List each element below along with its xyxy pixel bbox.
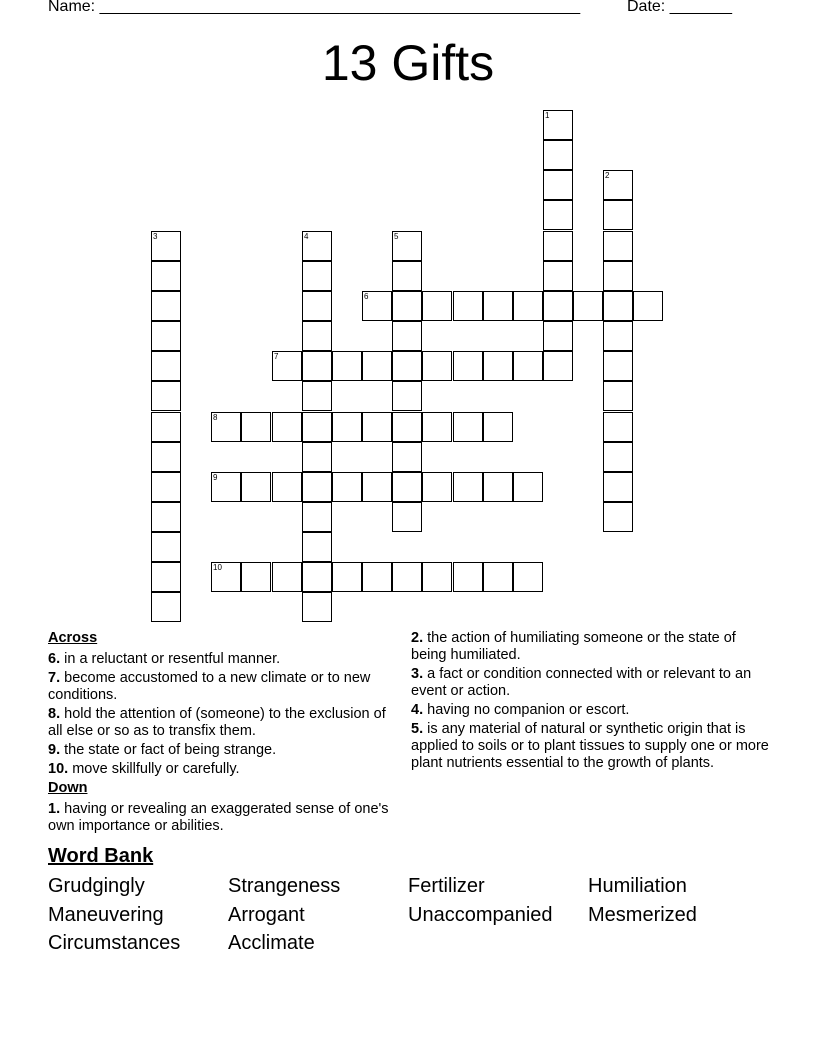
crossword-cell[interactable] [332, 472, 362, 502]
crossword-cell[interactable] [603, 351, 633, 381]
clue-text: having no companion or escort. [427, 702, 630, 718]
across-heading: Across [48, 630, 98, 646]
crossword-cell[interactable] [422, 291, 452, 321]
word-bank-item: Arrogant [228, 904, 305, 926]
crossword-cell[interactable] [603, 170, 633, 200]
word-bank-item: Unaccompanied [408, 904, 553, 926]
crossword-cell[interactable] [272, 472, 302, 502]
cell-number: 1 [545, 111, 550, 120]
crossword-cell[interactable] [302, 381, 332, 411]
crossword-cell[interactable] [211, 472, 241, 502]
crossword-cell[interactable] [603, 231, 633, 261]
crossword-cell[interactable] [453, 412, 483, 442]
word-bank-item: Fertilizer [408, 875, 485, 897]
crossword-cell[interactable] [483, 351, 513, 381]
crossword-cell[interactable] [422, 351, 452, 381]
crossword-cell[interactable] [332, 562, 362, 592]
cell-number: 6 [364, 292, 369, 301]
crossword-cell[interactable] [453, 291, 483, 321]
date-field-line: Date: _______ [627, 0, 732, 15]
crossword-cell[interactable] [302, 532, 332, 562]
crossword-cell[interactable] [513, 351, 543, 381]
crossword-cell[interactable] [151, 592, 181, 622]
clue-text: the action of humiliating someone or the state of being humiliated. [411, 630, 736, 663]
crossword-cell[interactable] [302, 472, 332, 502]
crossword-cell[interactable] [211, 562, 241, 592]
cell-number: 7 [274, 352, 279, 361]
clue-down-5 [411, 721, 771, 772]
crossword-cell[interactable] [392, 412, 422, 442]
crossword-cell[interactable] [362, 472, 392, 502]
crossword-cell[interactable] [573, 291, 603, 321]
crossword-cell[interactable] [392, 231, 422, 261]
crossword-cell[interactable] [543, 321, 573, 351]
clue-down-2 [411, 630, 771, 664]
crossword-cell[interactable] [603, 412, 633, 442]
down-heading: Down [48, 780, 88, 796]
crossword-cell[interactable] [332, 412, 362, 442]
crossword-cell[interactable] [603, 261, 633, 291]
crossword-cell[interactable] [151, 412, 181, 442]
crossword-cell[interactable] [543, 170, 573, 200]
clue-down-4 [411, 702, 771, 719]
crossword-cell[interactable] [302, 321, 332, 351]
crossword-cell[interactable] [392, 261, 422, 291]
crossword-cell[interactable] [151, 532, 181, 562]
word-bank-item: Mesmerized [588, 904, 697, 926]
crossword-cell[interactable] [302, 351, 332, 381]
crossword-cell[interactable] [543, 351, 573, 381]
crossword-cell[interactable] [453, 351, 483, 381]
clue-number: 4. [411, 702, 424, 718]
crossword-cell[interactable] [302, 261, 332, 291]
crossword-cell[interactable] [241, 412, 271, 442]
crossword-cell[interactable] [362, 562, 392, 592]
crossword-cell[interactable] [543, 261, 573, 291]
cell-number: 3 [153, 232, 158, 241]
clues-right-column [411, 630, 771, 774]
crossword-cell[interactable] [453, 472, 483, 502]
clue-text: is any material of natural or synthetic origin that is applied to soils or to plant tissues to supply one or more plant nutrients essential to the growth of plants. [411, 721, 769, 771]
clue-text: become accustomed to a new climate or to new conditions. [48, 670, 371, 703]
crossword-cell[interactable] [513, 291, 543, 321]
crossword-cell[interactable] [603, 442, 633, 472]
crossword-cell[interactable] [151, 321, 181, 351]
crossword-cell[interactable] [392, 381, 422, 411]
cell-number: 10 [213, 563, 222, 572]
crossword-cell[interactable] [483, 412, 513, 442]
crossword-cell[interactable] [151, 261, 181, 291]
crossword-cell[interactable] [362, 291, 392, 321]
clues-left-column [48, 630, 398, 837]
crossword-cell[interactable] [302, 291, 332, 321]
clue-across-10 [48, 761, 398, 778]
crossword-cell[interactable] [543, 291, 573, 321]
crossword-cell[interactable] [603, 472, 633, 502]
cell-number: 9 [213, 473, 218, 482]
crossword-cell[interactable] [543, 140, 573, 170]
crossword-cell[interactable] [151, 442, 181, 472]
crossword-cell[interactable] [603, 291, 633, 321]
crossword-cell[interactable] [603, 200, 633, 230]
crossword-cell[interactable] [392, 321, 422, 351]
clue-number: 5. [411, 721, 424, 737]
clue-across-6 [48, 651, 398, 668]
cell-number: 4 [304, 232, 309, 241]
word-bank-item: Acclimate [228, 932, 315, 954]
crossword-cell[interactable] [513, 472, 543, 502]
crossword-cell[interactable] [392, 472, 422, 502]
clue-across-8 [48, 706, 398, 740]
crossword-cell[interactable] [362, 412, 392, 442]
crossword-cell[interactable] [302, 412, 332, 442]
crossword-cell[interactable] [302, 562, 332, 592]
crossword-cell[interactable] [543, 200, 573, 230]
clue-number: 1. [48, 801, 61, 817]
clue-text: the state or fact of being strange. [64, 742, 277, 758]
word-bank-item: Humiliation [588, 875, 687, 897]
clue-text: hold the attention of (someone) to the exclusion of all else or so as to transfix them. [48, 706, 386, 739]
crossword-cell[interactable] [151, 351, 181, 381]
crossword-cell[interactable] [392, 291, 422, 321]
crossword-cell[interactable] [151, 291, 181, 321]
crossword-cell[interactable] [211, 412, 241, 442]
name-field-line: Name: ______________________________________________________ [48, 0, 581, 15]
clue-across-9 [48, 742, 398, 759]
crossword-cell[interactable] [422, 562, 452, 592]
crossword-cell[interactable] [453, 562, 483, 592]
crossword-cell[interactable] [302, 442, 332, 472]
crossword-cell[interactable] [513, 562, 543, 592]
clue-number: 2. [411, 630, 424, 646]
cell-number: 8 [213, 413, 218, 422]
clue-down-3 [411, 666, 771, 700]
crossword-cell[interactable] [362, 351, 392, 381]
crossword-cell[interactable] [603, 321, 633, 351]
clue-down-1 [48, 801, 398, 835]
crossword-cell[interactable] [151, 231, 181, 261]
crossword-cell[interactable] [422, 412, 452, 442]
crossword-cell[interactable] [272, 412, 302, 442]
clue-number: 10. [48, 761, 69, 777]
crossword-cell[interactable] [272, 562, 302, 592]
clue-number: 7. [48, 670, 61, 686]
word-bank-item: Grudgingly [48, 875, 145, 897]
crossword-cell[interactable] [483, 472, 513, 502]
crossword-cell[interactable] [392, 502, 422, 532]
clue-number: 9. [48, 742, 61, 758]
clue-text: in a reluctant or resentful manner. [64, 651, 281, 667]
crossword-cell[interactable] [392, 351, 422, 381]
cell-number: 2 [605, 171, 610, 180]
clue-across-7 [48, 670, 398, 704]
clue-number: 3. [411, 666, 424, 682]
word-bank-title: Word Bank [48, 845, 154, 867]
crossword-cell[interactable] [332, 351, 362, 381]
crossword-cell[interactable] [272, 351, 302, 381]
crossword-cell[interactable] [151, 472, 181, 502]
word-bank-item: Circumstances [48, 932, 181, 954]
crossword-cell[interactable] [543, 231, 573, 261]
puzzle-title: 13 Gifts [321, 35, 495, 91]
clue-number: 6. [48, 651, 61, 667]
crossword-cell[interactable] [422, 472, 452, 502]
crossword-cell[interactable] [392, 442, 422, 472]
crossword-cell[interactable] [302, 592, 332, 622]
word-bank-item: Strangeness [228, 875, 341, 897]
clue-text: a fact or condition connected with or relevant to an event or action. [411, 666, 752, 699]
word-bank-item: Maneuvering [48, 904, 164, 926]
crossword-cell[interactable] [241, 472, 271, 502]
crossword-cell[interactable] [302, 502, 332, 532]
crossword-cell[interactable] [151, 381, 181, 411]
cell-number: 5 [394, 232, 399, 241]
crossword-cell[interactable] [241, 562, 271, 592]
crossword-cell[interactable] [483, 562, 513, 592]
crossword-cell[interactable] [483, 291, 513, 321]
crossword-cell[interactable] [603, 381, 633, 411]
crossword-cell[interactable] [302, 231, 332, 261]
clue-text: move skillfully or carefully. [72, 761, 240, 777]
crossword-cell[interactable] [603, 502, 633, 532]
crossword-cell[interactable] [633, 291, 663, 321]
crossword-cell[interactable] [543, 110, 573, 140]
crossword-cell[interactable] [392, 562, 422, 592]
clue-number: 8. [48, 706, 61, 722]
crossword-cell[interactable] [151, 562, 181, 592]
crossword-cell[interactable] [151, 502, 181, 532]
clue-text: having or revealing an exaggerated sense of one's own importance or abilities. [48, 801, 389, 834]
